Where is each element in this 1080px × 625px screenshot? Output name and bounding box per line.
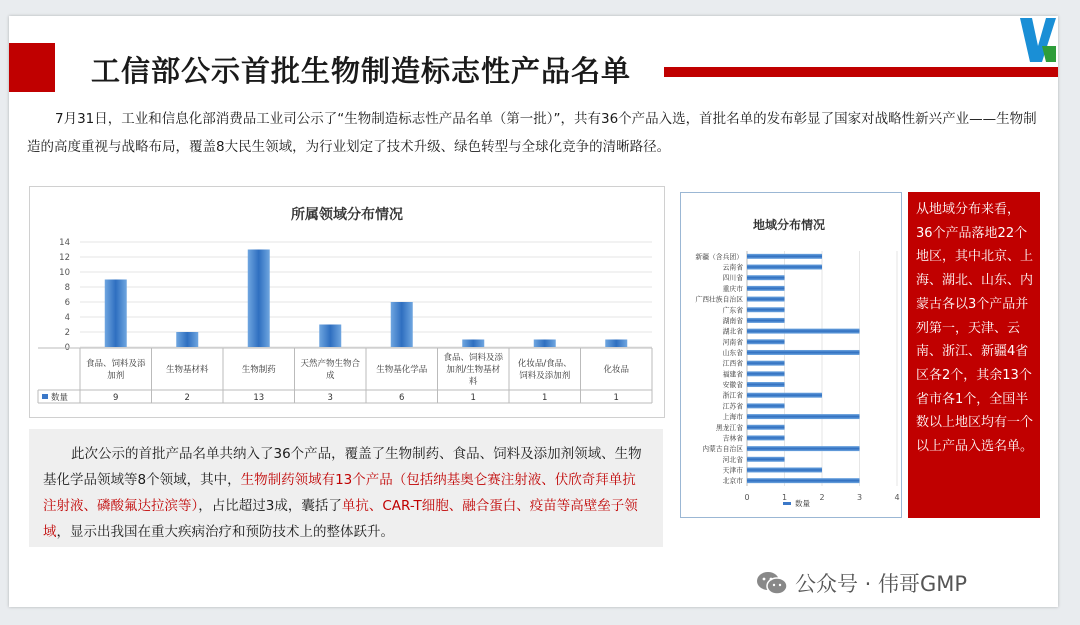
x-category-label: 天然产物生物合成: [300, 359, 361, 381]
data-table-value: 13: [253, 393, 265, 403]
y-tick-label: 4: [64, 313, 70, 323]
y-category-label: 重庆市: [722, 284, 743, 293]
logo: [1012, 16, 1058, 66]
y-category-label: 江西省: [722, 359, 743, 368]
wechat-account: [755, 568, 967, 598]
bar: [747, 307, 785, 312]
y-tick-label: 14: [59, 238, 70, 248]
chart-title: 地域分布情况: [753, 218, 826, 232]
x-category-label: 化妆品/食品、饲料及添加剂: [517, 359, 572, 381]
region-distribution-chart: [680, 192, 902, 518]
chart-title: 所属领域分布情况: [291, 207, 403, 223]
y-category-label: 河南省: [722, 338, 743, 347]
title-underline-bar: [664, 67, 1058, 77]
y-category-label: 上海市: [722, 413, 743, 422]
x-tick-label: 0: [744, 493, 750, 502]
y-tick-label: 8: [64, 283, 70, 293]
data-table-value: 1: [613, 393, 619, 403]
data-table-value: 3: [327, 393, 333, 403]
data-table-value: 1: [542, 393, 548, 403]
bar: [747, 254, 822, 259]
bar: [534, 340, 556, 348]
data-table-value: 1: [470, 393, 476, 403]
y-category-label: 云南省: [722, 263, 743, 272]
data-table-value: 2: [184, 393, 190, 403]
bar: [747, 435, 785, 440]
y-tick-label: 6: [64, 298, 70, 308]
x-category-label: 食品、饲料及添加剂: [85, 359, 146, 381]
data-table-value: 9: [113, 393, 119, 403]
bar: [747, 425, 785, 430]
bar: [747, 265, 822, 270]
x-category-label: 生物基化学品: [376, 365, 428, 375]
bar: [747, 275, 785, 280]
data-table-value: 6: [399, 393, 405, 403]
summary-text-2: ，占比超过3成，囊括了: [198, 498, 342, 514]
legend-swatch: [783, 502, 791, 505]
x-category-label: 生物制药: [241, 365, 276, 375]
wechat-icon: [755, 570, 789, 596]
y-category-label: 山东省: [722, 348, 743, 357]
bar: [319, 325, 341, 348]
bar: [747, 350, 860, 355]
bar: [747, 393, 822, 398]
y-category-label: 江苏省: [722, 402, 743, 411]
bar: [462, 340, 484, 348]
bar: [747, 286, 785, 291]
y-category-label: 新疆（含兵团）: [695, 252, 743, 261]
x-tick-label: 2: [819, 493, 825, 502]
summary-text-3: ，显示出我国在重大疾病治疗和预防技术上的整体跃升。: [56, 524, 394, 540]
region-summary-box: [908, 192, 1040, 518]
summary-paragraph: [29, 429, 663, 545]
y-category-label: 河北省: [722, 455, 743, 464]
y-tick-label: 12: [59, 253, 70, 263]
bar: [747, 318, 785, 323]
y-category-label: 安徽省: [722, 381, 743, 390]
bar: [747, 414, 860, 419]
y-category-label: 湖北省: [722, 327, 743, 336]
y-tick-label: 10: [59, 268, 70, 278]
y-category-label: 广东省: [722, 306, 743, 315]
y-category-label: 内蒙古自治区: [702, 445, 743, 454]
y-category-label: 四川省: [722, 274, 743, 283]
bar: [747, 297, 785, 302]
bar: [747, 361, 785, 366]
bar: [747, 382, 785, 387]
bar: [747, 339, 785, 344]
slide: [9, 16, 1058, 607]
y-category-label: 吉林省: [722, 434, 743, 443]
bar: [747, 467, 822, 472]
wechat-account-name: 公众号 · 伟哥GMP: [795, 572, 968, 596]
region-summary-text: 从地域分布来看，36个产品落地22个地区，其中北京、上海、湖北、山东、内蒙古各以3个产品并列第一，天津、云南、浙江、新疆4省区各2个，其余13个省市各1个，全国半数以上地区均有一个以上产品入选名单。: [916, 202, 1034, 455]
y-category-label: 福建省: [722, 370, 743, 379]
x-tick-label: 4: [894, 493, 900, 502]
bar: [105, 280, 127, 348]
y-tick-label: 2: [64, 328, 70, 338]
summary-text-1: 此次公示的首批产品名单共纳入了36个产品，覆盖了生物制药、食品、饲料及添加剂领域、生物基化学品领域等8个领域，其中，: [43, 446, 642, 488]
intro-paragraph: 7月31日，工业和信息化部消费品工业司公示了“生物制造标志性产品名单（第一批）”，共有36个产品入选，首批名单的发布彰显了国家对战略性新兴产业——生物制造的高度重视与战略布局，覆盖8大民生领域，为行业划定了技术升级、绿色转型与全球化竞争的清晰路径。: [27, 111, 1037, 155]
summary-highlight-1: 生物制药领域有13个产品（包括纳基奥仑赛注射液、伏欣奇拜单抗注射液、磷酸氟达拉滨等）: [43, 472, 636, 514]
legend-label: 数量: [795, 499, 810, 508]
bar: [747, 457, 785, 462]
legend-swatch: [42, 394, 48, 399]
bar: [248, 250, 270, 348]
bar: [747, 478, 860, 483]
domain-distribution-chart: [29, 186, 665, 418]
x-tick-label: 3: [856, 493, 863, 502]
y-category-label: 广西壮族自治区: [695, 295, 743, 304]
x-category-label: 生物基材料: [165, 365, 209, 375]
x-tick-label: 1: [781, 493, 788, 502]
y-category-label: 浙江省: [722, 391, 743, 400]
y-category-label: 天津市: [722, 466, 743, 475]
bar: [747, 403, 785, 408]
bar: [747, 371, 785, 376]
bar: [391, 302, 413, 347]
y-tick-label: 0: [64, 343, 70, 353]
x-category-label: 化妆品: [603, 365, 630, 375]
bar: [747, 446, 860, 451]
x-category-label: 食品、饲料及添加剂/生物基材料: [443, 353, 504, 387]
summary-box: [29, 429, 663, 547]
title-accent-block: [9, 43, 55, 92]
bar: [176, 332, 198, 347]
bar: [605, 340, 627, 348]
bar: [747, 329, 860, 334]
y-category-label: 湖南省: [722, 316, 743, 325]
summary-highlight-2: 单抗、CAR-T细胞、融合蛋白、疫苗等高壁垒子领域: [43, 498, 638, 540]
y-category-label: 黑龙江省: [715, 423, 743, 432]
y-category-label: 北京市: [722, 477, 743, 486]
page-title: 工信部公示首批生物制造标志性产品名单: [91, 54, 632, 88]
legend-label: 数量: [51, 393, 69, 403]
